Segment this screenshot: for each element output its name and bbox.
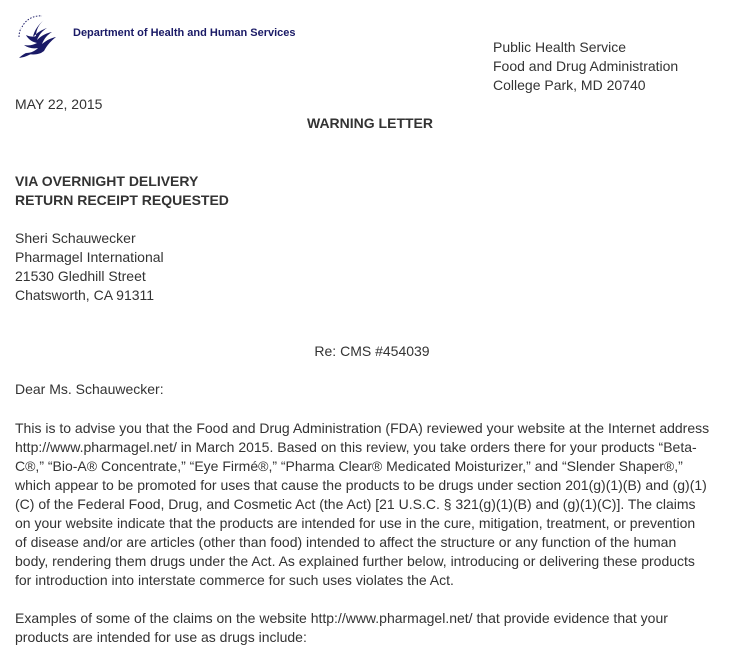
letter-date: MAY 22, 2015	[15, 96, 103, 112]
paragraph-line: which appear to be promoted for uses that cause the products to be drugs under section 201(g)(1)(B) and (g)(1)	[15, 477, 707, 493]
address-line: Food and Drug Administration	[493, 58, 679, 74]
paragraph-line: Examples of some of the claims on the website http://www.pharmagel.net/ that provide evidence that your	[15, 610, 668, 626]
delivery-method	[15, 172, 229, 210]
paragraph-line: of disease and/or are articles (other than food) intended to affect the structure or any function of the human	[15, 534, 677, 550]
reference-text: Re: CMS #454039	[314, 343, 430, 359]
delivery-line: RETURN RECEIPT REQUESTED	[15, 192, 229, 208]
paragraph-line: body, rendering them drugs under the Act. As explained further below, introducing or delivering these products	[15, 553, 695, 569]
delivery-line: VIA OVERNIGHT DELIVERY	[15, 173, 199, 189]
address-line: College Park, MD 20740	[493, 77, 646, 93]
recipient-line: Pharmagel International	[15, 249, 164, 265]
paragraph-line: C®,” “Bio-A® Concentrate,” “Eye Firmé®,” “Pharma Clear® Medicated Moisturizer,” and “Slender Shaper®,”	[15, 458, 683, 474]
paragraph-2	[15, 609, 735, 647]
paragraph-line: products are intended for use as drugs include:	[15, 629, 307, 645]
letter-title: WARNING LETTER	[307, 115, 433, 131]
paragraph-line: http://www.pharmagel.net/ in March 2015. Based on this review, you take orders there for your products “Beta-	[15, 439, 697, 455]
salutation: Dear Ms. Schauwecker:	[15, 381, 164, 397]
paragraph-line: on your website indicate that the products are intended for use in the cure, mitigation, treatment, or prevention	[15, 515, 696, 531]
recipient-line: Sheri Schauwecker	[15, 230, 136, 246]
paragraph-1	[15, 419, 735, 590]
recipient-line: Chatsworth, CA 91311	[15, 287, 155, 303]
agency-address	[493, 38, 678, 95]
recipient-line: 21530 Gledhill Street	[15, 268, 146, 284]
paragraph-line: (C) of the Federal Food, Drug, and Cosmetic Act (the Act) [21 U.S.C. § 321(g)(1)(B) and (g)(1)(C)]. The claims	[15, 496, 696, 512]
department-name: Department of Health and Human Services	[73, 27, 296, 39]
paragraph-line: for introduction into interstate commerce for such uses violates the Act.	[15, 572, 454, 588]
address-line: Public Health Service	[493, 39, 627, 55]
reference-line	[0, 343, 740, 359]
paragraph-line: This is to advise you that the Food and Drug Administration (FDA) reviewed your website at the Internet address	[15, 420, 710, 436]
recipient-address	[15, 229, 164, 305]
hhs-logo	[14, 13, 64, 59]
